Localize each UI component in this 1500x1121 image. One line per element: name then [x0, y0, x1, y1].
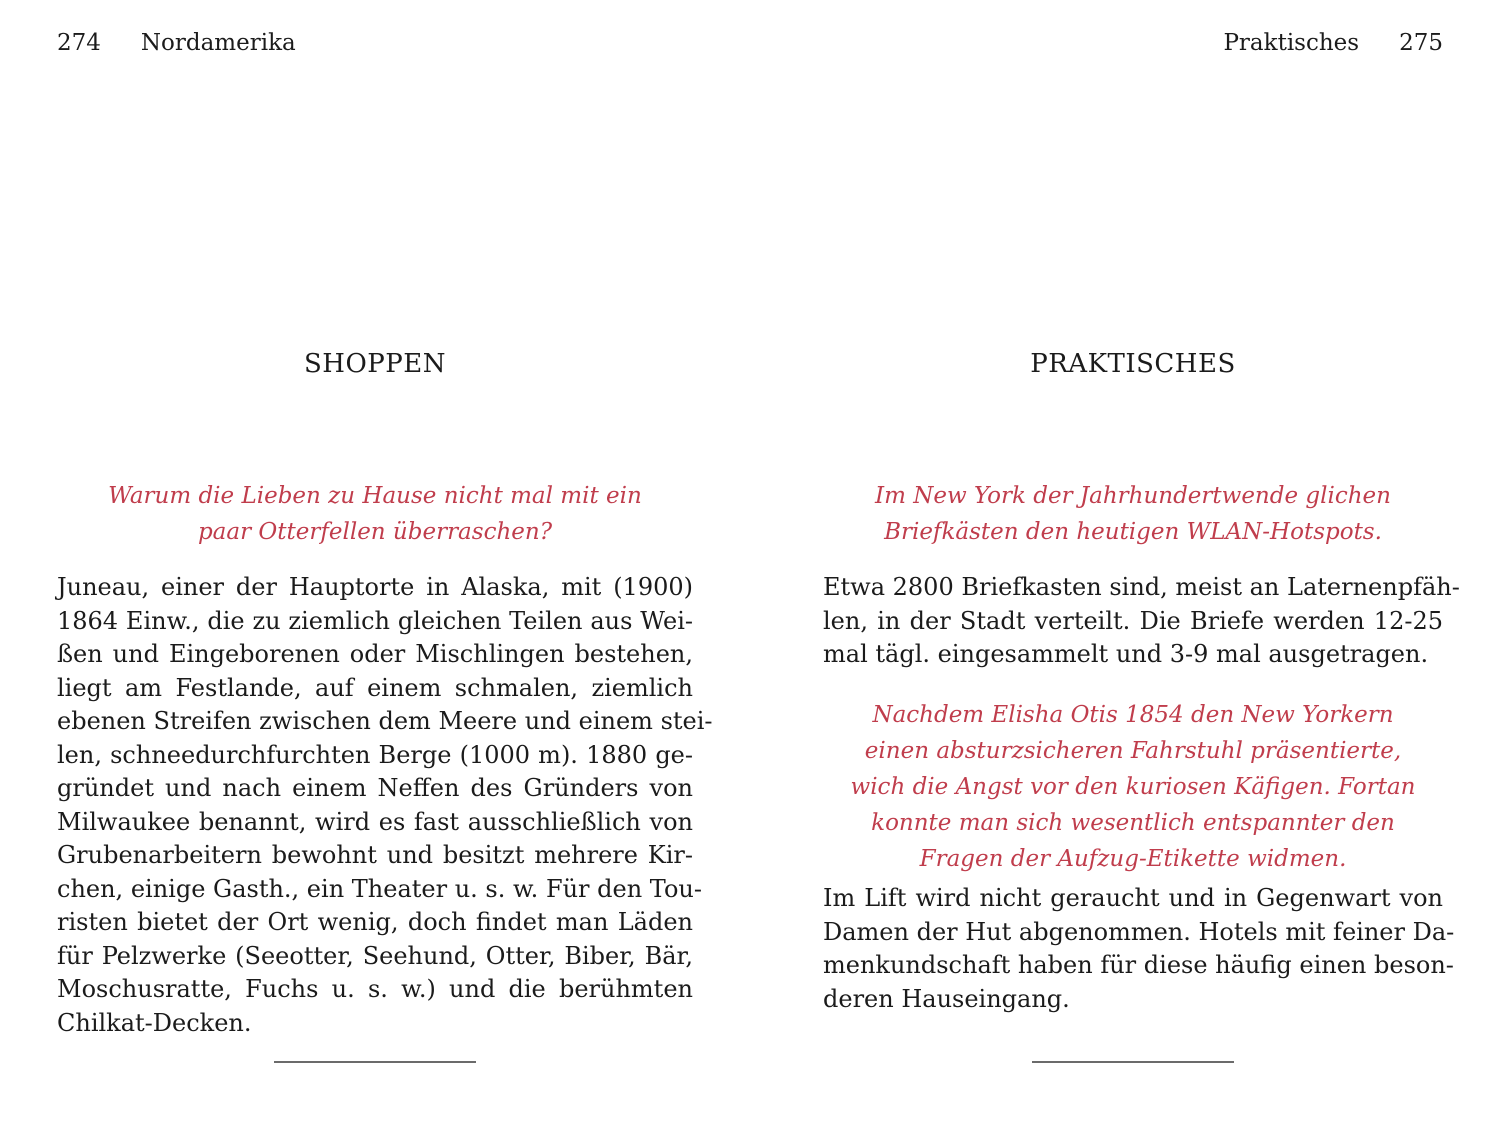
left-body-paragraph	[57, 571, 713, 1040]
text-line: Im Lift wird nicht geraucht und in Gegenwart von	[823, 884, 1443, 912]
right-running-header	[823, 30, 1443, 56]
left-intro-quote	[57, 478, 693, 550]
right-intro-quote	[823, 478, 1443, 550]
text-line: Damen der Hut abgenommen. Hotels mit feiner Da-	[823, 917, 1455, 946]
left-section-title: SHOPPEN	[303, 349, 447, 379]
text-line: einen absturzsicheren Fahrstuhl präsentierte,	[864, 738, 1402, 764]
text-line: Warum die Lieben zu Hause nicht mal mit ein	[108, 483, 642, 509]
text-line: konnte man sich wesentlich entspannter den	[871, 810, 1395, 836]
left-running-head-title: Nordamerika	[140, 30, 296, 56]
text-line: wich die Angst vor den kuriosen Käfigen. Fortan	[850, 774, 1416, 800]
text-line: liegt am Festlande, auf einem schmalen, ziemlich	[57, 673, 693, 702]
text-line: risten bietet der Ort wenig, doch findet man Läden	[57, 908, 693, 936]
text-line: Juneau, einer der Hauptorte in Alaska, mit (1900)	[57, 573, 693, 601]
text-line: 1864 Einw., die zu ziemlich gleichen Teilen aus Wei-	[57, 606, 693, 635]
text-line: Moschusratte, Fuchs u. s. w.) und die berühmten	[57, 975, 693, 1003]
text-line: Grubenarbeitern bewohnt und besitzt mehrere Kir-	[57, 841, 693, 869]
text-line: gründet und nach einem Neffen des Gründers von	[57, 774, 693, 802]
text-line: mal tägl. eingesammelt und 3-9 mal ausgetragen.	[823, 640, 1429, 668]
text-line: ßen und Eingeborenen oder Mischlingen bestehen,	[57, 640, 693, 668]
left-end-rule	[274, 1061, 476, 1063]
text-line: paar Otterfellen überraschen?	[197, 519, 553, 545]
text-line: chen, einige Gasth., ein Theater u. s. w. Für den Tou-	[57, 874, 702, 903]
text-line: Briefkästen den heutigen WLAN-Hotspots.	[884, 519, 1382, 545]
right-body-paragraph-2	[823, 882, 1455, 1016]
left-page	[57, 0, 713, 1121]
text-line: Chilkat-Decken.	[57, 1008, 252, 1037]
left-page-number: 274	[57, 30, 101, 56]
right-body-paragraph-1	[823, 571, 1460, 672]
right-page	[823, 0, 1460, 1121]
text-line: Etwa 2800 Briefkasten sind, meist an Laternenpfäh-	[823, 573, 1460, 601]
text-line: len, in der Stadt verteilt. Die Briefe werden 12-25	[823, 606, 1443, 635]
text-line: menkundschaft haben für diese häufig einen beson-	[823, 951, 1454, 979]
text-line: Fragen der Aufzug-Etikette widmen.	[919, 846, 1347, 872]
text-line: len, schneedurchfurchten Berge (1000 m). 1880 ge-	[57, 740, 693, 769]
text-line: Nachdem Elisha Otis 1854 den New Yorkern	[872, 702, 1394, 728]
text-line: ebenen Streifen zwischen dem Meere und einem stei-	[57, 707, 713, 735]
right-running-head-title: Praktisches	[1223, 30, 1360, 56]
left-running-header	[57, 30, 693, 56]
text-line: Milwaukee benannt, wird es fast ausschließlich von	[57, 807, 693, 836]
text-line: deren Hauseingang.	[823, 984, 1070, 1013]
text-line: Im New York der Jahrhundertwende glichen	[875, 483, 1391, 509]
right-end-rule	[1032, 1061, 1234, 1063]
right-section-title: PRAKTISCHES	[1030, 349, 1236, 379]
right-pull-quote	[823, 697, 1443, 877]
text-line: für Pelzwerke (Seeotter, Seehund, Otter, Biber, Bär,	[57, 941, 693, 970]
right-page-number: 275	[1399, 30, 1443, 56]
